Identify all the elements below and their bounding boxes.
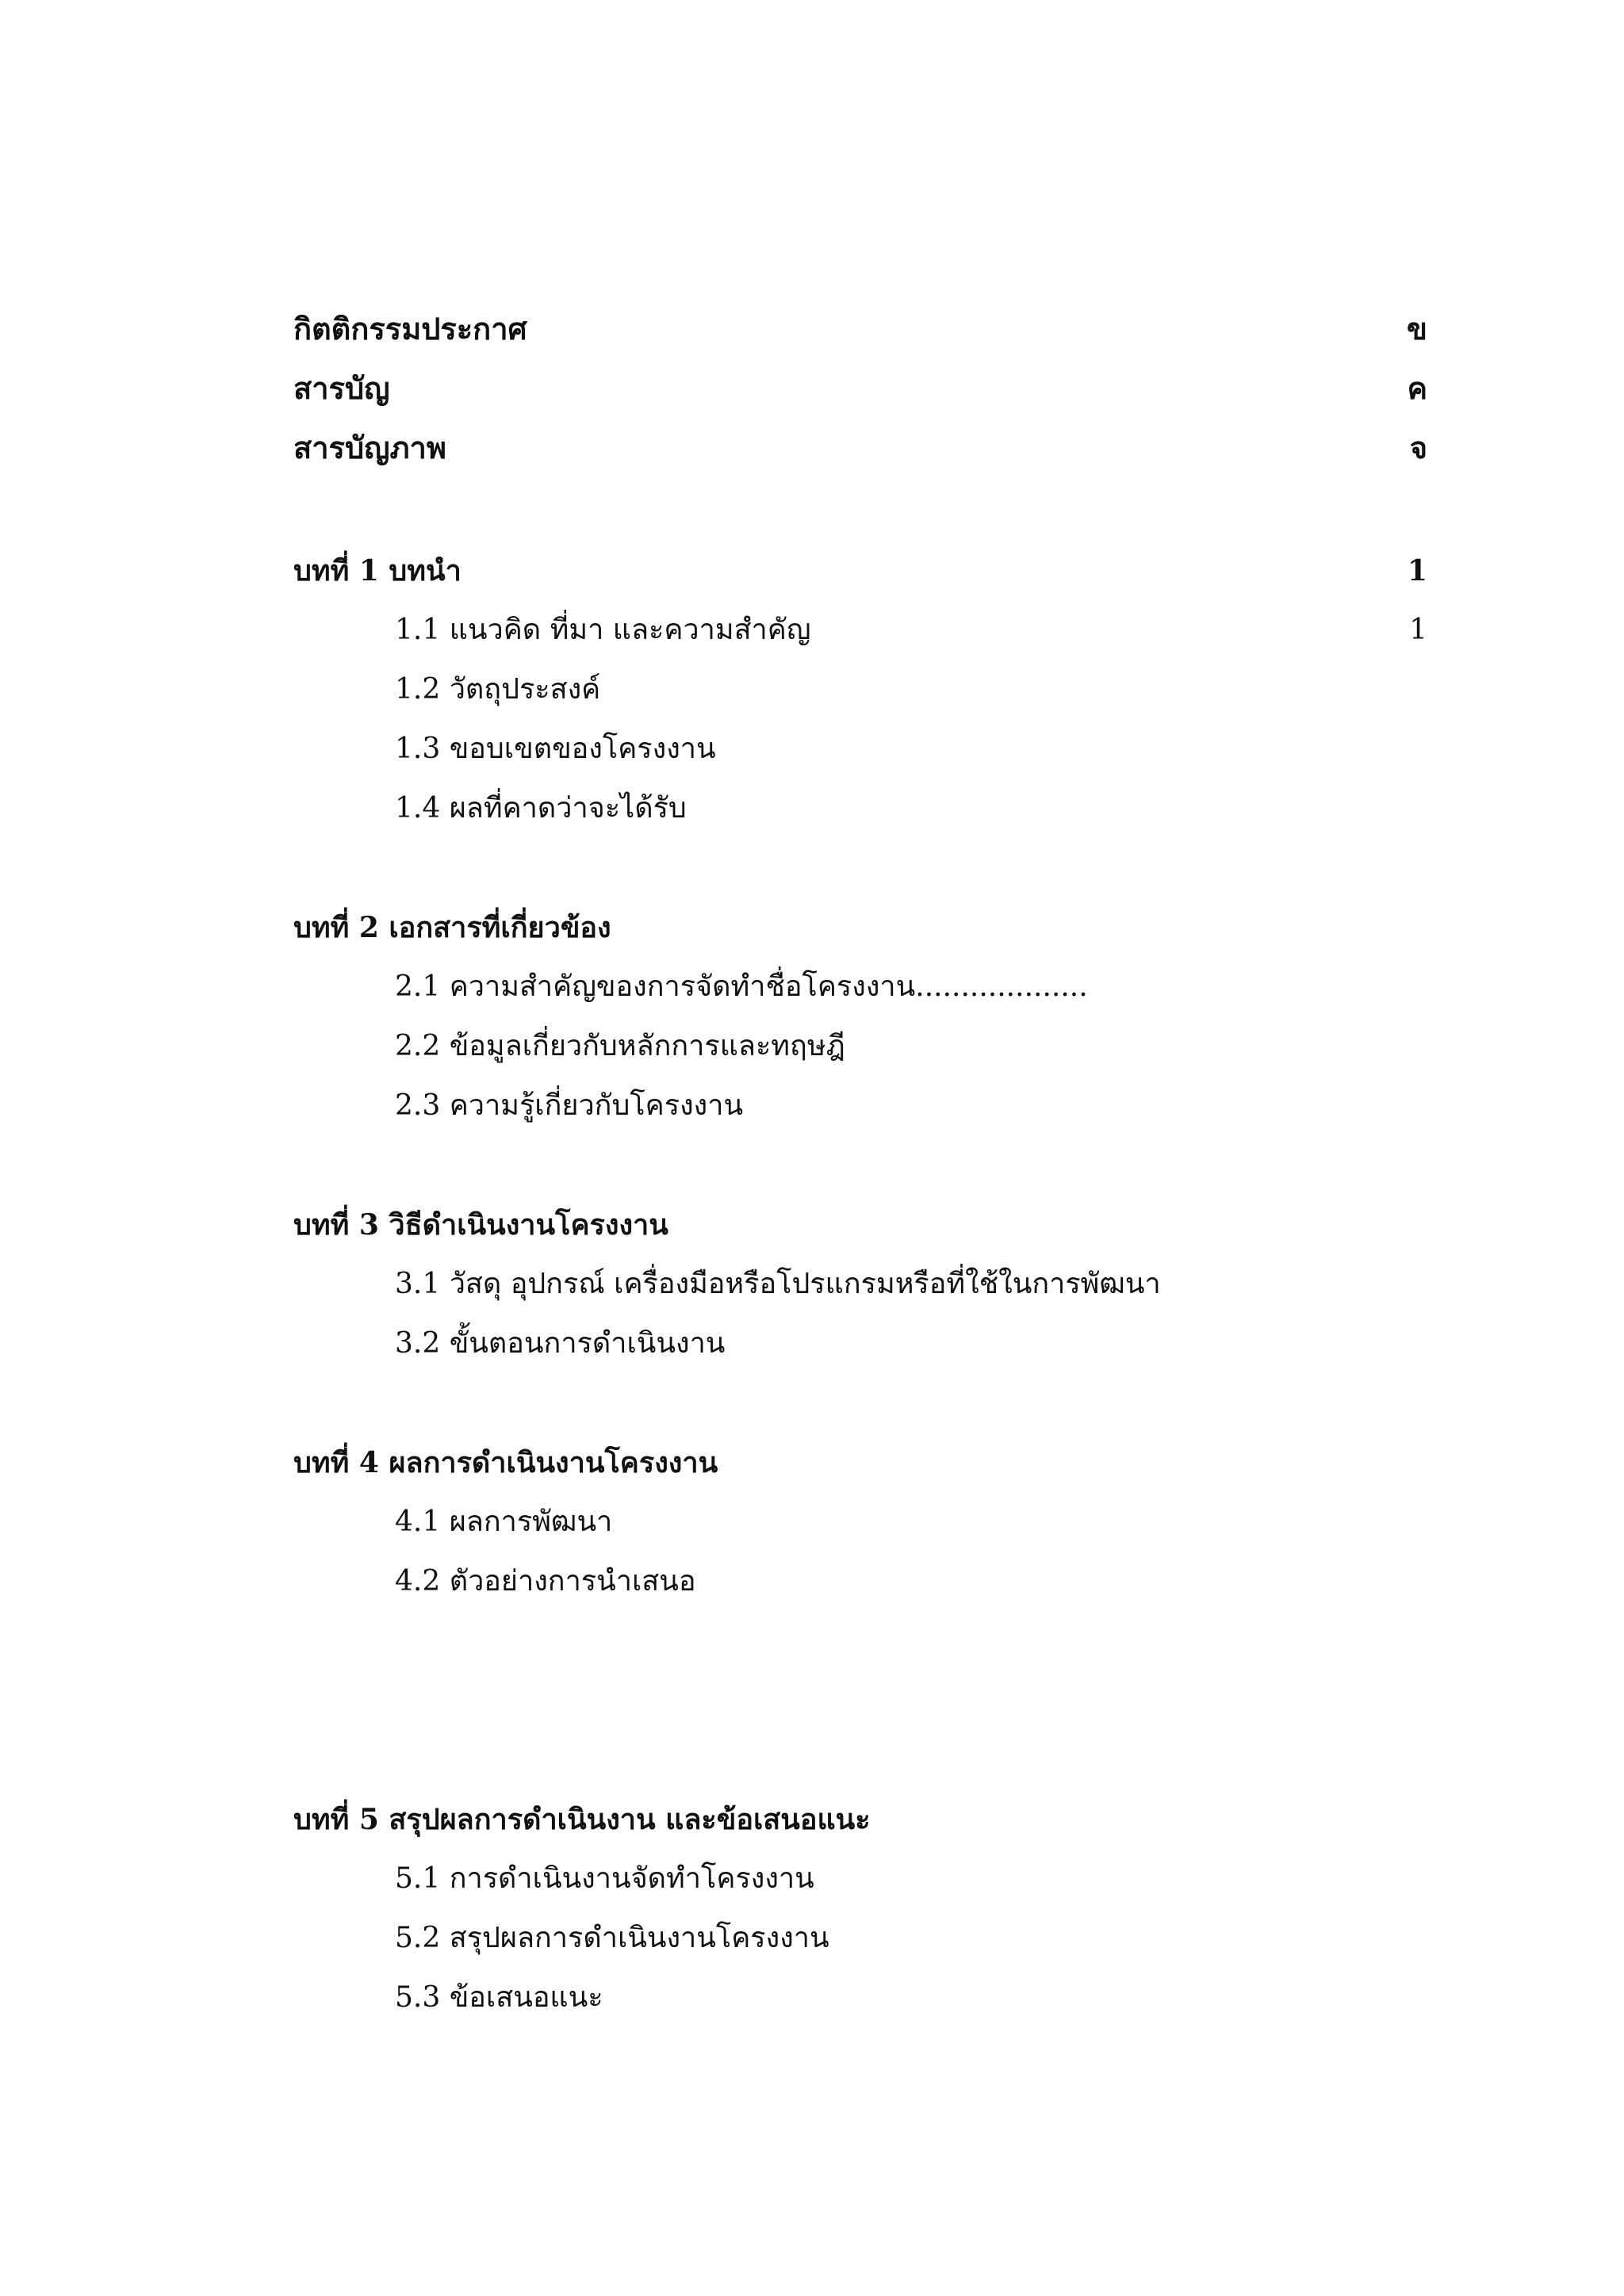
toc-section-1-1 <box>293 607 1427 654</box>
toc-section-title: 2.3 ความรู้เกี่ยวกับโครงงาน <box>395 1089 744 1122</box>
toc-entry-title: สารบัญภาพ <box>293 430 446 465</box>
toc-section-3-1 <box>293 1261 1427 1308</box>
toc-section-page: 1 <box>1409 614 1427 646</box>
toc-section-title: 4.2 ตัวอย่างการนำเสนอ <box>395 1565 696 1598</box>
toc-section-title: 5.1 การดำเนินงานจัดทำโครงงาน <box>395 1862 814 1895</box>
toc-chapter-title: บทที่ 1 บทนำ <box>293 554 462 587</box>
toc-chapter-title: บทที่ 3 วิธีดำเนินงานโครงงาน <box>293 1208 668 1242</box>
toc-section-2-2 <box>293 1023 1427 1070</box>
toc-section-5-1 <box>293 1855 1427 1903</box>
toc-entry-page: ข <box>1407 311 1427 346</box>
toc-section-title: 1.2 วัตถุประสงค์ <box>395 673 601 706</box>
toc-section-title: 4.1 ผลการพัฒนา <box>395 1506 613 1538</box>
toc-chapter-title: บทที่ 5 สรุปผลการดำเนินงาน และข้อเสนอแนะ <box>293 1803 871 1836</box>
toc-chapter-1 <box>293 547 1427 595</box>
toc-section-4-2 <box>293 1558 1427 1605</box>
toc-section-1-3 <box>293 725 1427 773</box>
toc-entry-title: กิตติกรรมประกาศ <box>293 311 527 346</box>
toc-chapter-page: 1 <box>1407 554 1427 587</box>
toc-chapter-title: บทที่ 4 ผลการดำเนินงานโครงงาน <box>293 1446 718 1479</box>
toc-section-title: 2.1 ความสำคัญของการจัดทำชื่อโครงงาน................... <box>395 970 1088 1003</box>
toc-section-5-3 <box>293 1974 1427 2022</box>
toc-entry-acknowledgement <box>293 305 1427 353</box>
toc-section-title: 3.1 วัสดุ อุปกรณ์ เครื่องมือหรือโปรแกรมหรือที่ใช้ในการพัฒนา <box>395 1268 1161 1300</box>
toc-chapter-3 <box>293 1201 1427 1249</box>
toc-section-title: 5.2 สรุปผลการดำเนินงานโครงงาน <box>395 1922 829 1954</box>
toc-section-1-4 <box>293 785 1427 832</box>
toc-section-3-2 <box>293 1320 1427 1368</box>
toc-chapter-2 <box>293 904 1427 951</box>
toc-entry-page: ค <box>1407 370 1427 406</box>
toc-section-title: 3.2 ขั้นตอนการดำเนินงาน <box>395 1327 726 1360</box>
toc-section-2-1 <box>293 963 1427 1011</box>
toc-section-title: 1.3 ขอบเขตของโครงงาน <box>395 733 716 765</box>
toc-section-1-2 <box>293 666 1427 714</box>
toc-chapter-5 <box>293 1796 1427 1843</box>
toc-section-2-3 <box>293 1082 1427 1130</box>
toc-entry-title: สารบัญ <box>293 370 390 406</box>
toc-section-title: 1.1 แนวคิด ที่มา และความสำคัญ <box>395 614 811 646</box>
toc-section-4-1 <box>293 1498 1427 1546</box>
toc-section-5-2 <box>293 1915 1427 1962</box>
toc-chapter-title: บทที่ 2 เอกสารที่เกี่ยวข้อง <box>293 911 611 944</box>
toc-entry-contents <box>293 365 1427 412</box>
toc-section-title: 5.3 ข้อเสนอแนะ <box>395 1981 603 2014</box>
toc-chapter-4 <box>293 1439 1427 1487</box>
toc-entry-page: จ <box>1409 430 1427 465</box>
toc-section-title: 2.2 ข้อมูลเกี่ยวกับหลักการและทฤษฎี <box>395 1030 845 1062</box>
toc-entry-list-of-figures <box>293 424 1427 472</box>
toc-section-title: 1.4 ผลที่คาดว่าจะได้รับ <box>395 792 687 825</box>
